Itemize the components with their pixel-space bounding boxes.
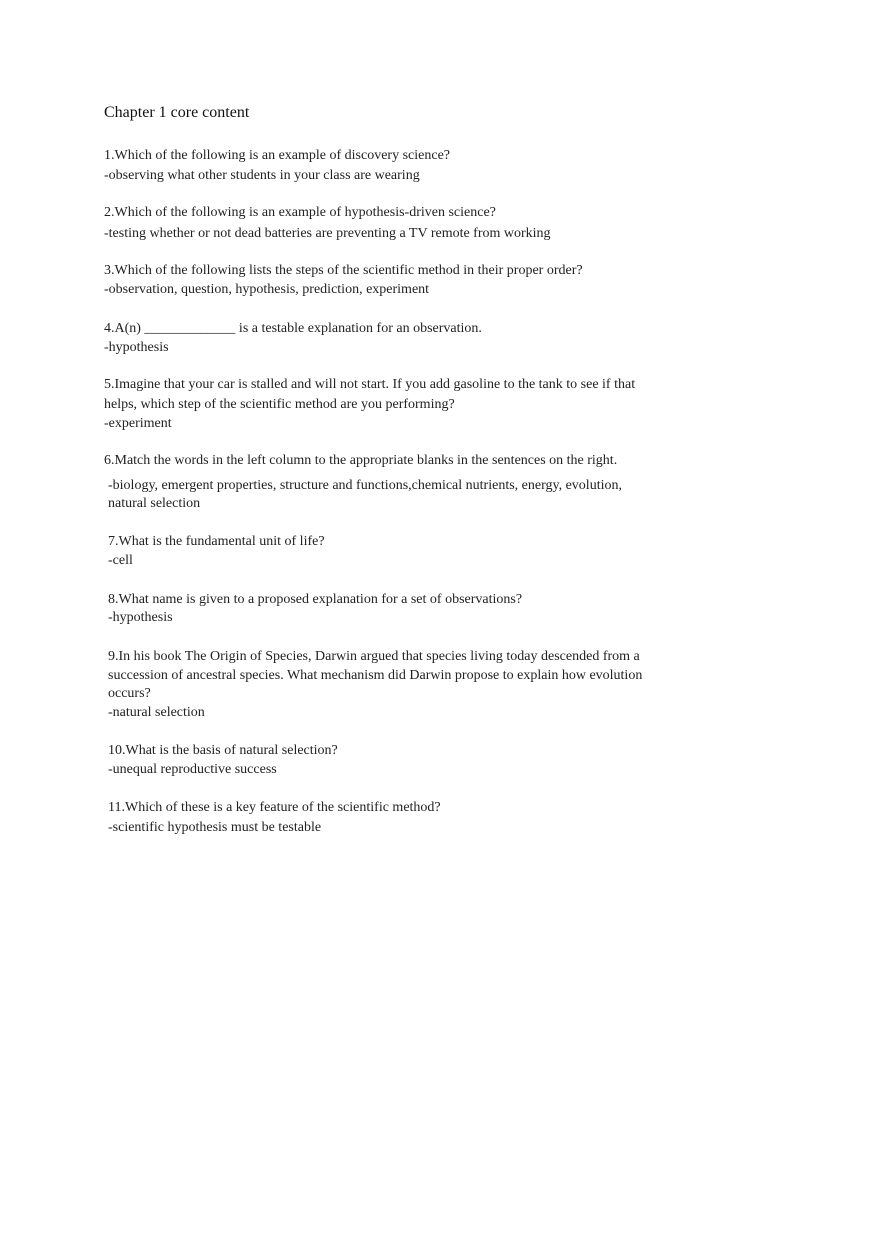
- question-10: 10.What is the basis of natural selection?: [108, 743, 338, 758]
- answer-2: -testing whether or not dead batteries are preventing a TV remote from working: [104, 226, 551, 241]
- question-9-line-2: succession of ancestral species. What mechanism did Darwin propose to explain how evolution: [108, 668, 643, 683]
- answer-3: -observation, question, hypothesis, prediction, experiment: [104, 282, 430, 297]
- question-3: 3.Which of the following lists the steps of the scientific method in their proper order?: [104, 263, 583, 278]
- question-1: 1.Which of the following is an example of discovery science?: [104, 148, 450, 163]
- page-title: Chapter 1 core content: [104, 104, 250, 121]
- question-5-line-1: 5.Imagine that your car is stalled and will not start. If you add gasoline to the tank to see if that: [104, 377, 636, 392]
- answer-9: -natural selection: [108, 705, 205, 720]
- answer-11: -scientific hypothesis must be testable: [108, 820, 322, 835]
- question-5-line-2: helps, which step of the scientific method are you performing?: [104, 397, 455, 412]
- question-9-line-3: occurs?: [108, 686, 151, 701]
- answer-4: -hypothesis: [104, 340, 169, 355]
- question-7: 7.What is the fundamental unit of life?: [108, 534, 325, 549]
- answer-1: -observing what other students in your class are wearing: [104, 168, 420, 183]
- answer-6-line-1: -biology, emergent properties, structure and functions,chemical nutrients, energy, evolution,: [108, 478, 622, 493]
- question-2: 2.Which of the following is an example of hypothesis-driven science?: [104, 205, 496, 220]
- answer-8: -hypothesis: [108, 610, 173, 625]
- question-8: 8.What name is given to a proposed explanation for a set of observations?: [108, 592, 523, 607]
- question-9-line-1: 9.In his book The Origin of Species, Darwin argued that species living today descended from a: [108, 649, 640, 664]
- question-6: 6.Match the words in the left column to the appropriate blanks in the sentences on the right.: [104, 453, 618, 468]
- answer-10: -unequal reproductive success: [108, 762, 277, 777]
- answer-5: -experiment: [104, 416, 172, 431]
- answer-7: -cell: [108, 553, 133, 568]
- question-4: 4.A(n) _____________ is a testable explanation for an observation.: [104, 321, 482, 336]
- question-11: 11.Which of these is a key feature of the scientific method?: [108, 800, 441, 815]
- answer-6-line-2: natural selection: [108, 496, 201, 511]
